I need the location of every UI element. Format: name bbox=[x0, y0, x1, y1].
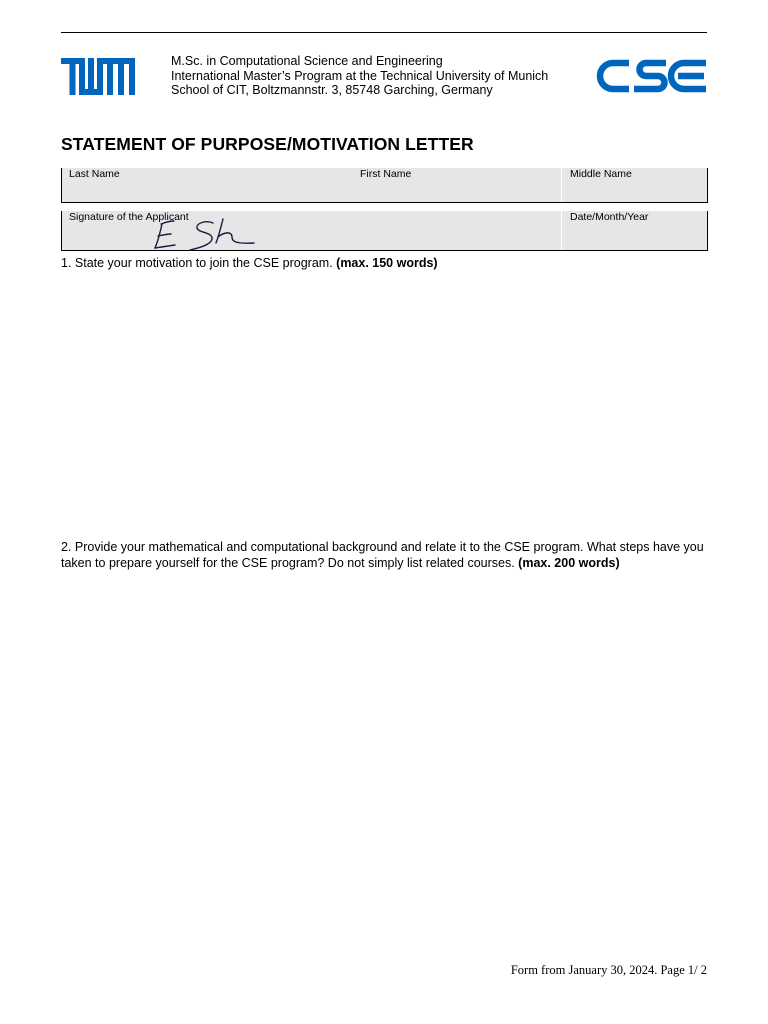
date-input[interactable] bbox=[561, 223, 707, 250]
signature-input[interactable] bbox=[61, 223, 559, 250]
first-name-label: First Name bbox=[360, 168, 412, 180]
last-name-input[interactable] bbox=[61, 180, 353, 202]
signature-label: Signature of the Applicant bbox=[69, 211, 189, 223]
program-header bbox=[171, 54, 548, 98]
middle-name-label: Middle Name bbox=[570, 168, 632, 180]
question-1 bbox=[61, 256, 709, 272]
header-line-university: International Master’s Program at the Technical University of Munich bbox=[171, 68, 549, 83]
first-name-input[interactable] bbox=[355, 180, 559, 202]
form-title: STATEMENT OF PURPOSE/MOTIVATION LETTER bbox=[61, 134, 474, 154]
header-line-program: M.Sc. in Computational Science and Engineering bbox=[171, 54, 443, 68]
header-line-address: School of CIT, Boltzmannstr. 3, 85748 Garching, Germany bbox=[171, 83, 493, 97]
question-2 bbox=[61, 540, 709, 571]
handwritten-signature bbox=[150, 217, 260, 255]
tum-logo-icon bbox=[61, 58, 135, 95]
question-2-limit: (max. 200 words) bbox=[518, 555, 620, 570]
cse-logo-icon bbox=[596, 56, 708, 96]
last-name-label: Last Name bbox=[69, 168, 120, 180]
question-1-text: 1. State your motivation to join the CSE program. bbox=[61, 256, 333, 270]
question-1-limit: (max. 150 words) bbox=[336, 256, 438, 270]
middle-name-input[interactable] bbox=[561, 180, 707, 202]
top-rule bbox=[61, 32, 707, 33]
answer-2-area[interactable] bbox=[61, 576, 707, 946]
question-2-text: 2. Provide your mathematical and computational background and relate it to the CSE program. What steps have you taken to prepare yourself for the CSE program? Do not simply list related courses. bbox=[61, 540, 704, 570]
date-label: Date/Month/Year bbox=[570, 211, 649, 223]
answer-1-area[interactable] bbox=[61, 276, 707, 531]
page-footer: Form from January 30, 2024. Page 1/ 2 bbox=[510, 963, 707, 977]
